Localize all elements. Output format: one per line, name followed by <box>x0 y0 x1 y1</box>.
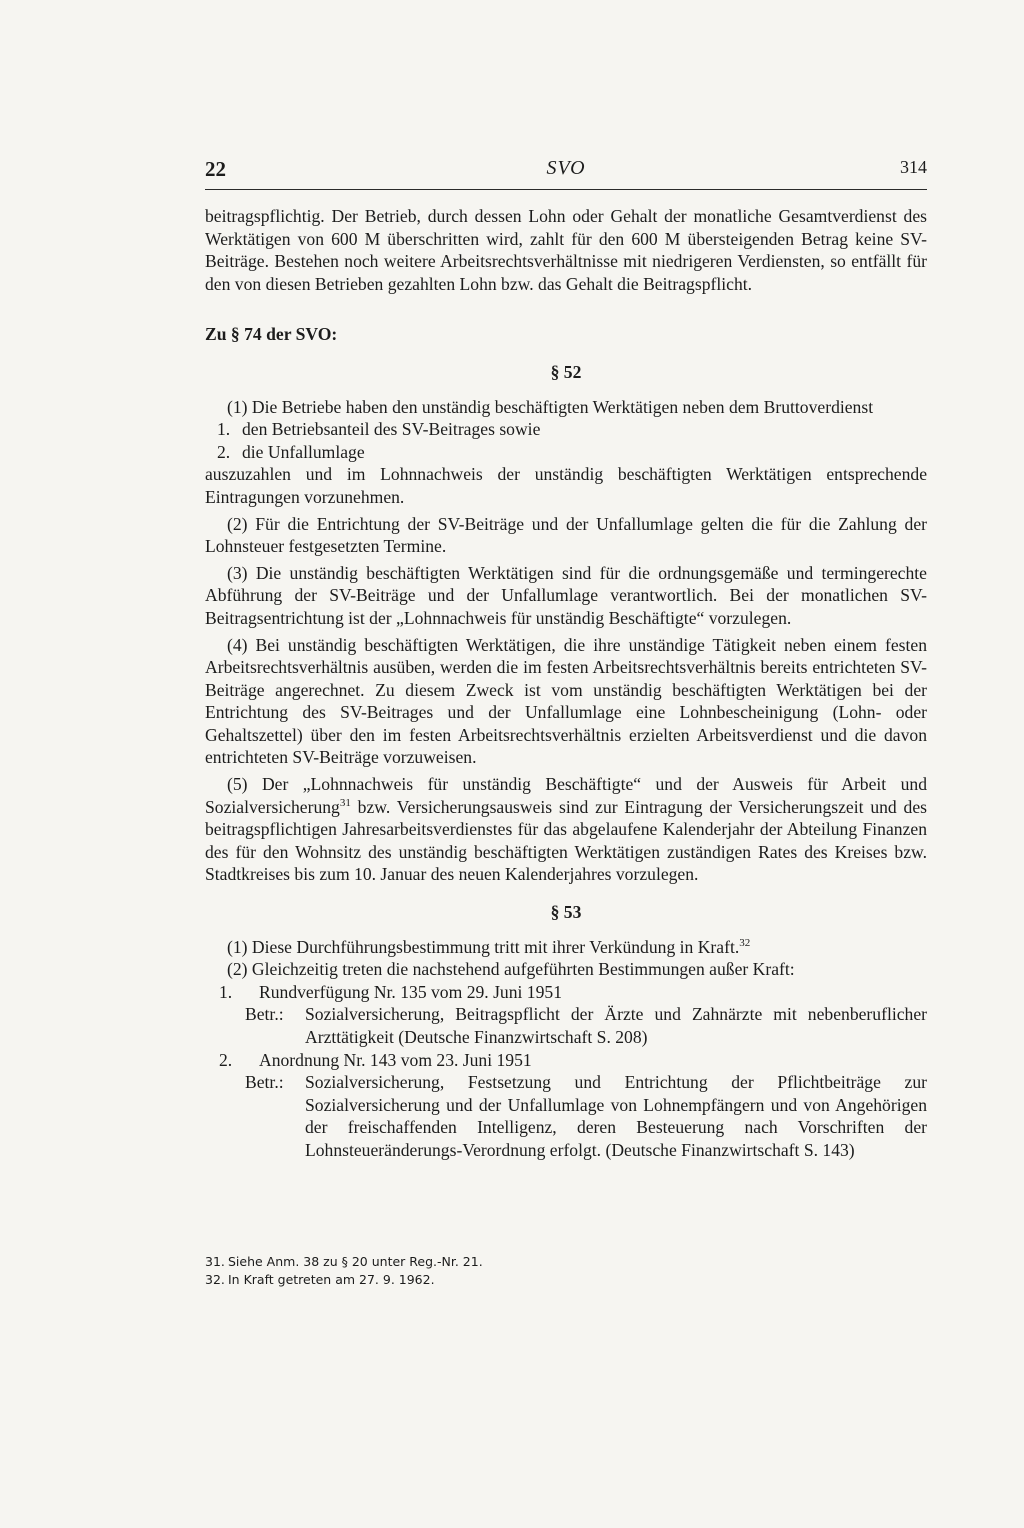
para-5-text-b: bzw. Versicherungsausweis sind zur Eintragung der Versicherungszeit und des beitragspflichtigen Jahresarbeitsverdienstes für das abgelaufene Kalenderjahr der Abteilung Finanzen des für den Wohnsitz des unständig beschäftigten Werktätigen zuständigen Rates des Kreises bzw. Stadtkreises bis zum 10. Januar des neuen Kalenderjahres vorzulegen. <box>205 796 927 885</box>
section-52-para-1-intro: (1) Die Betriebe haben den unständig beschäftigten Werktätigen neben dem Bruttoverdienst <box>227 396 874 417</box>
section-52-para-4: (4) Bei unständig beschäftigten Werktätigen, die ihre unständige Tätigkeit neben einem festen Arbeitsrechtsverhältnis ausüben, werden die im festen Arbeitsrechtsverhältnis bereits entrichteten SV-Beiträge angerechnet. Zu diesem Zweck ist vom unständig beschäftigten Werktätigen bei der Entrichtung des SV-Beitrages und der Unfallumlage eine Lohnbescheinigung (Lohn- oder Gehaltszettel) über den im festen Arbeitsrechtsverhältnis erzielten Arbeitsverdienst und die davon entrichteten SV-Beiträge vorzuweisen. <box>205 634 927 768</box>
page-number: 22 <box>205 157 226 181</box>
list-item-number: 2. <box>219 1049 233 1070</box>
list-item-text: Rundverfügung Nr. 135 vom 29. Juni 1951 <box>259 981 562 1002</box>
list-item <box>205 981 927 1004</box>
list-item-text: die Unfallumlage <box>242 441 365 462</box>
footnotes <box>205 1253 927 1289</box>
list-item-number: 1. <box>219 981 233 1002</box>
list-item-number: 2. <box>217 441 231 462</box>
section-53-title: § 53 <box>550 902 582 923</box>
running-header <box>205 155 927 190</box>
footnote-text: In Kraft getreten am 27. 9. 1962. <box>228 1272 435 1287</box>
document-number: 314 <box>900 157 927 177</box>
betreff-text: Sozialversicherung, Beitragspflicht der Ärzte und Zahnärzte mit nebenberuflicher Arzttätigkeit (Deutsche Finanzwirtschaft S. 208) <box>305 1004 927 1047</box>
betreff-text: Sozialversicherung, Festsetzung und Entrichtung der Pflichtbeiträge zur Sozialversicherung und der Unfallumlage von Lohnempfängern und von Angehörigen der freischaffenden Intelligenz, deren Besteuerung nach Vorschriften der Lohnsteueränderungs-Verordnung erfolgt. (Deutsche Finanzwirtschaft S. 143) <box>305 1072 927 1160</box>
list-item <box>205 441 927 464</box>
betreff-line <box>205 1003 927 1048</box>
footnote-ref-32: 32 <box>739 936 751 949</box>
footnote-text: Siehe Anm. 38 zu § 20 unter Reg.-Nr. 21. <box>228 1254 483 1269</box>
body-text <box>205 205 927 1162</box>
footnote <box>205 1271 927 1289</box>
para-5-text-a: (5) Der „Lohnnachweis für unständig Beschäftigte“ und der Ausweis für Arbeit und Sozialversicherung <box>205 774 927 817</box>
section-52-para-1-outro: auszuzahlen und im Lohnnachweis der unständig beschäftigten Werktätigen entsprechende Eintragungen vorzunehmen. <box>205 464 927 507</box>
list-item-text: den Betriebsanteil des SV-Beitrages sowie <box>242 419 541 440</box>
betreff-label: Betr.: <box>245 1004 284 1025</box>
footnote-ref-31: 31 <box>339 796 351 809</box>
list-item <box>205 1049 927 1072</box>
intro-paragraph: beitragspflichtig. Der Betrieb, durch dessen Lohn oder Gehalt der monatliche Gesamtverdienst des Werktätigen von 600 M überschritten wird, zahlt für den 600 M übersteigenden Betrag keine SV-Beiträge. Bestehen noch weitere Arbeitsrechtsverhältnisse mit niedrigeren Verdiensten, so entfällt für den von diesen Betrieben gezahlten Lohn bzw. das Gehalt die Beitragspflicht. <box>205 206 927 294</box>
footnote-number: 31. <box>205 1254 225 1269</box>
section-53-para-2: (2) Gleichzeitig treten die nachstehend aufgeführten Bestimmungen außer Kraft: <box>227 959 795 980</box>
section-53-para-1 <box>205 936 927 959</box>
betreff-label: Betr.: <box>245 1072 284 1093</box>
section-52-para-2: (2) Für die Entrichtung der SV-Beiträge und der Unfallumlage gelten die für die Zahlung der Lohnsteuer festgesetzten Termine. <box>205 513 927 557</box>
para-1-text: (1) Diese Durchführungsbestimmung tritt mit ihrer Verkündung in Kraft. <box>227 936 740 957</box>
heading-zu-74: Zu § 74 der SVO: <box>205 324 338 345</box>
list-item-text: Anordnung Nr. 143 vom 23. Juni 1951 <box>259 1049 532 1070</box>
betreff-line <box>205 1071 927 1161</box>
section-52-title: § 52 <box>550 361 582 382</box>
list-item <box>205 418 927 441</box>
list-item-number: 1. <box>217 419 231 440</box>
running-title: SVO <box>546 157 586 179</box>
section-52-para-3: (3) Die unständig beschäftigten Werktätigen sind für die ordnungsgemäße und termingerechte Abführung der SV-Beiträge und der Unfallumlage verantwortlich. Bei der monatlichen SV-Beitragsentrichtung ist der „Lohnnachweis für unständig Beschäftigte“ vorzulegen. <box>205 562 927 628</box>
footnote <box>205 1253 927 1271</box>
footnote-number: 32. <box>205 1272 225 1287</box>
section-52-para-5 <box>205 773 927 886</box>
